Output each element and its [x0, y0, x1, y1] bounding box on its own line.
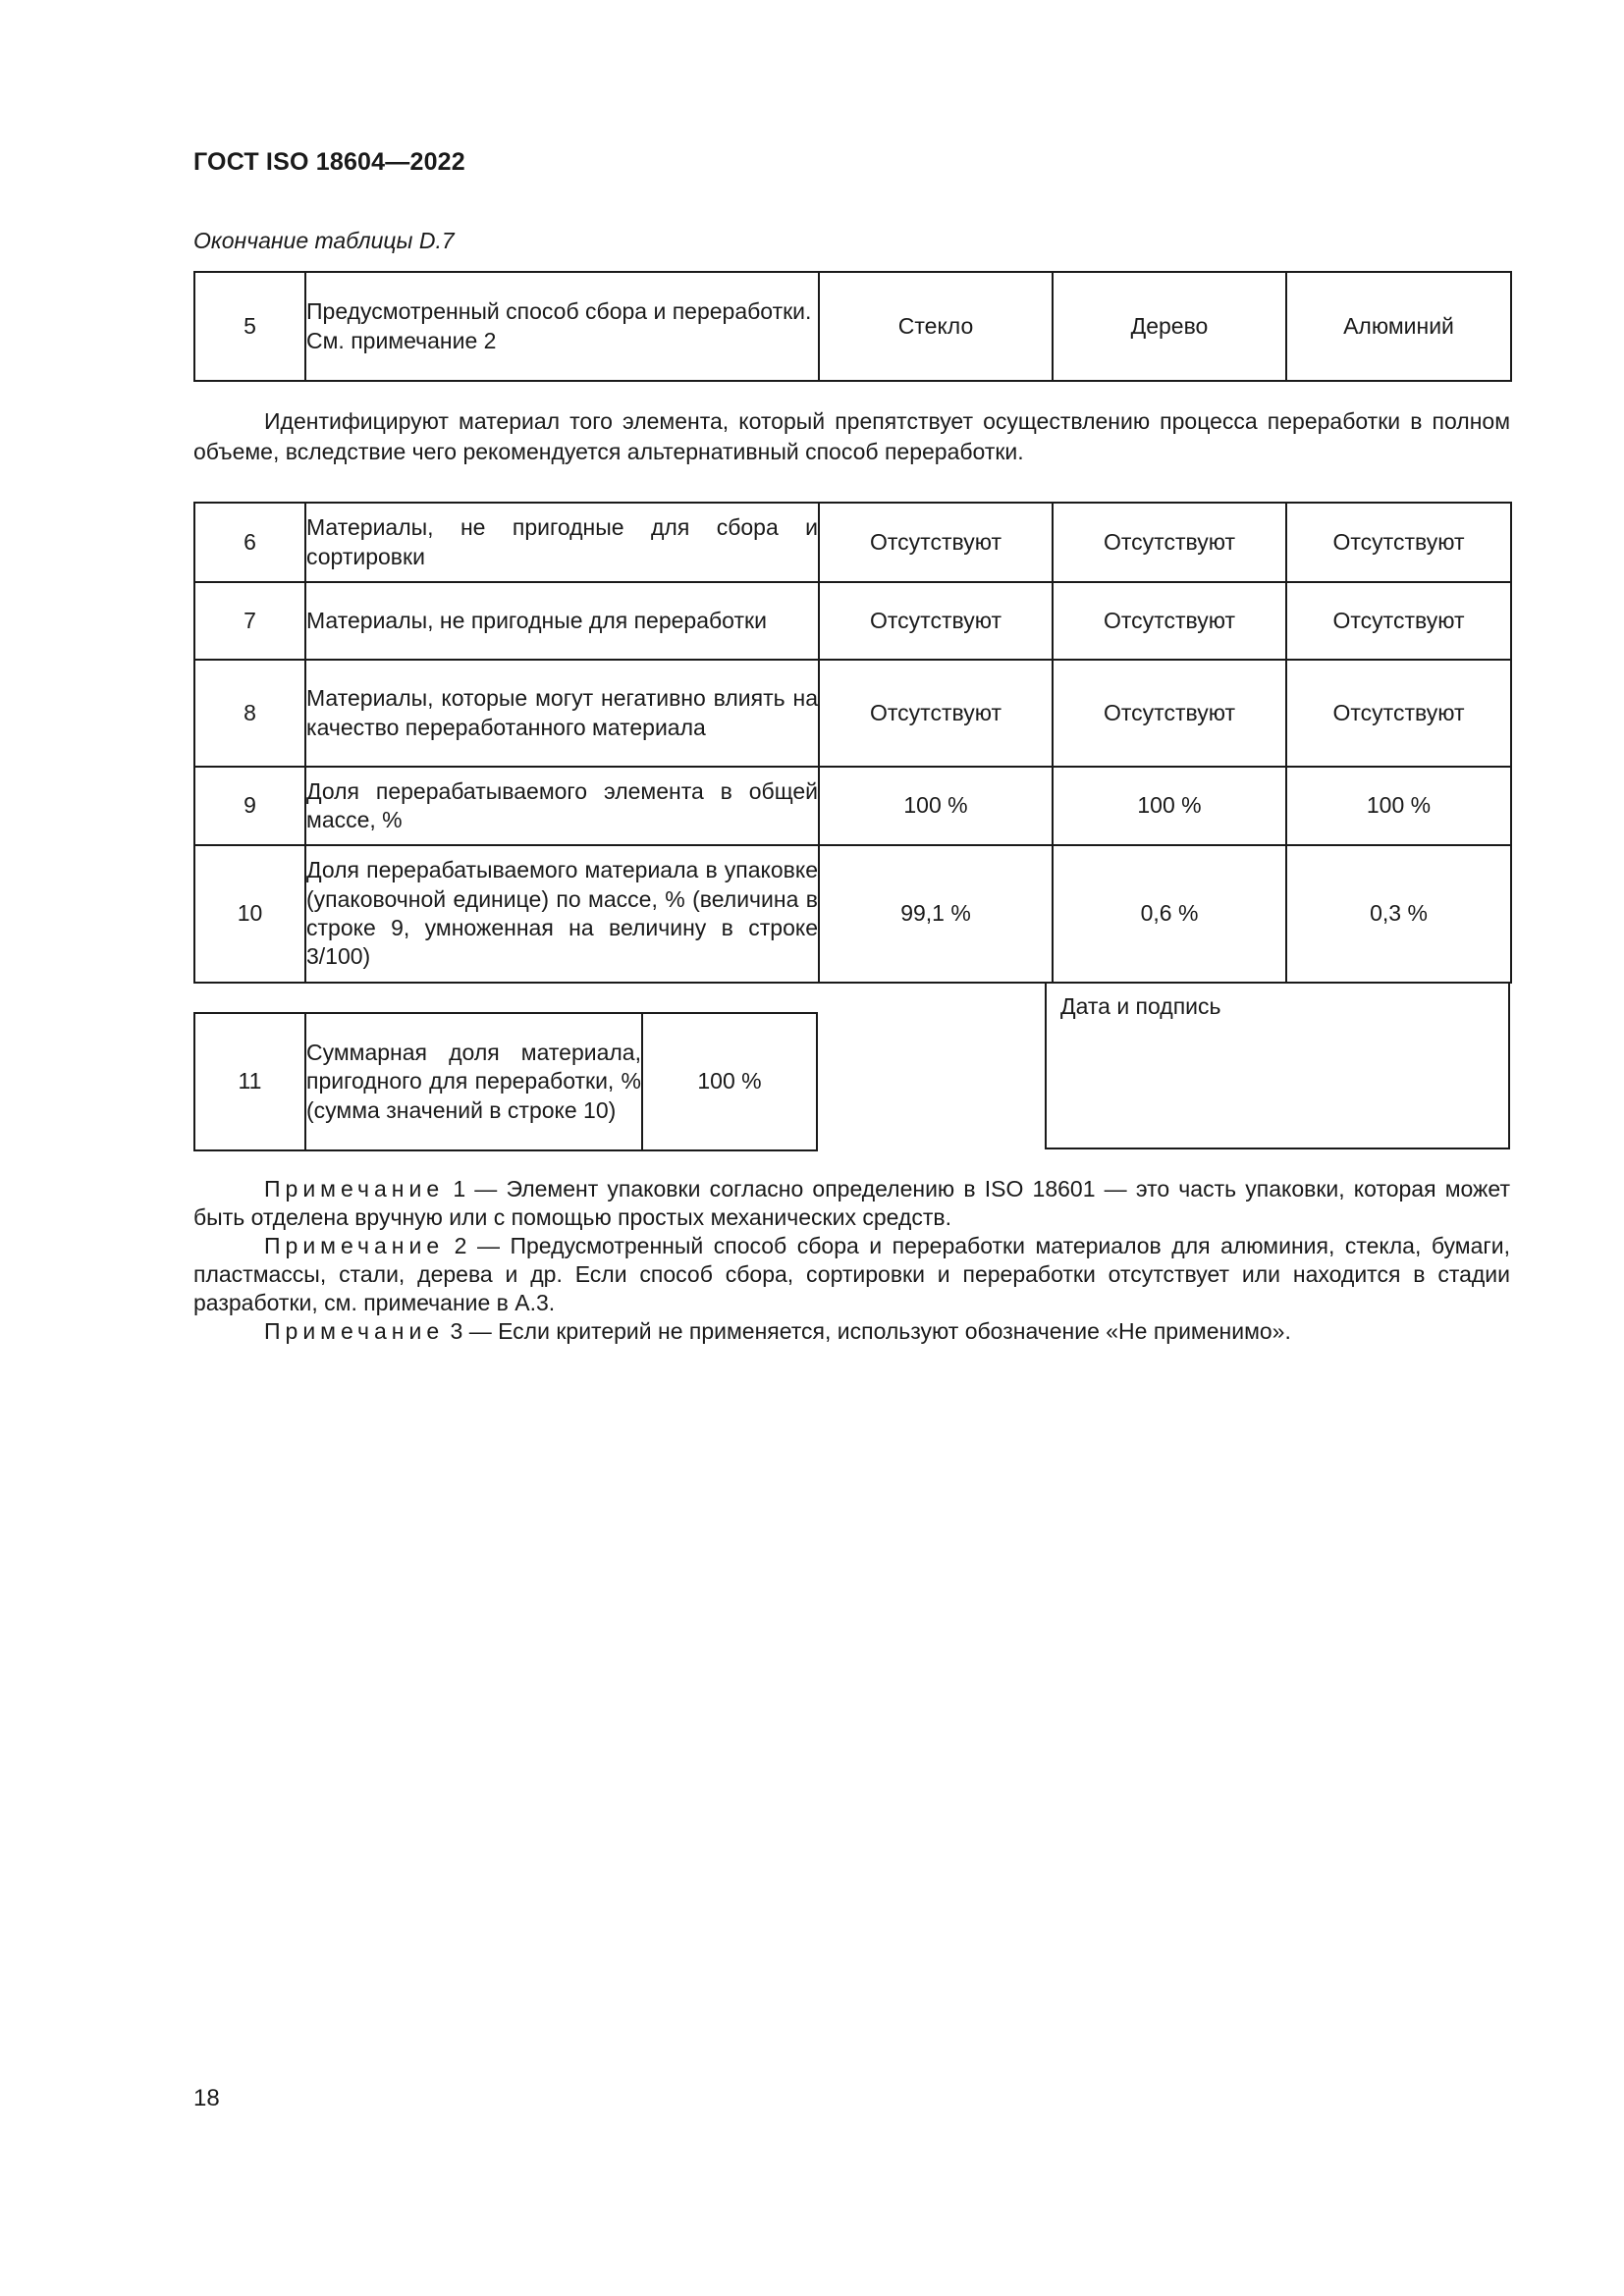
- row-number: 8: [194, 660, 305, 767]
- value-wood: Дерево: [1053, 272, 1286, 381]
- value-cell: 100 %: [1286, 767, 1511, 845]
- table-top: [193, 271, 1512, 382]
- table-row: [194, 1013, 817, 1150]
- signature-label: Дата и подпись: [1060, 993, 1221, 1019]
- row-number: 9: [194, 767, 305, 845]
- row-number: 10: [194, 845, 305, 983]
- table-row: [194, 845, 1511, 983]
- row-description-text: Предусмотренный способ сбора и переработки.: [306, 298, 812, 325]
- table-main: [193, 502, 1512, 984]
- value-cell: Отсутствуют: [1053, 582, 1286, 660]
- value-cell: 0,6 %: [1053, 845, 1286, 983]
- value-cell: Отсутствуют: [1286, 503, 1511, 582]
- value-cell: 0,3 %: [1286, 845, 1511, 983]
- table-row: [194, 582, 1511, 660]
- value-cell: Отсутствуют: [1286, 582, 1511, 660]
- value-cell: Отсутствуют: [1053, 503, 1286, 582]
- row-description-note: См. примечание 2: [306, 327, 497, 353]
- row-number: 7: [194, 582, 305, 660]
- value-aluminium: Алюминий: [1286, 272, 1511, 381]
- note-text: 1 — Элемент упаковки согласно определению в ISO 18601 — это часть упаковки, которая может быть отделена вручную или с помощью простых механических средств.: [193, 1176, 1510, 1230]
- row-description: Доля перерабатываемого элемента в общей массе, %: [305, 767, 819, 845]
- table-row: [194, 272, 1511, 381]
- row-description: Материалы, которые могут негативно влиять на качество переработанного материала: [305, 660, 819, 767]
- value-cell: Отсутствуют: [819, 503, 1053, 582]
- note-1: [193, 1175, 1510, 1232]
- value-cell: 99,1 %: [819, 845, 1053, 983]
- table-row: [194, 660, 1511, 767]
- row-number: 11: [194, 1013, 305, 1150]
- row-description: Доля перерабатываемого материала в упаковке (упаковочной единице) по массе, % (величина в строке 9, умноженная на величину в строке 3/100): [305, 845, 819, 983]
- table-row: [194, 767, 1511, 845]
- note-2: [193, 1232, 1510, 1317]
- document-header: ГОСТ ISO 18604—2022: [193, 148, 465, 176]
- note-3: [193, 1317, 1510, 1346]
- value-cell: 100 %: [819, 767, 1053, 845]
- table-row: [194, 503, 1511, 582]
- note-text: 3 — Если критерий не применяется, используют обозначение «Не применимо».: [450, 1318, 1291, 1344]
- value-cell: 100 %: [642, 1013, 817, 1150]
- table-caption: Окончание таблицы D.7: [193, 228, 455, 253]
- table-total: [193, 1012, 818, 1151]
- value-cell: 100 %: [1053, 767, 1286, 845]
- paragraph: [193, 406, 1510, 467]
- row-description: Материалы, не пригодные для переработки: [305, 582, 819, 660]
- page-number: 18: [193, 2085, 220, 2111]
- value-cell: Отсутствуют: [1053, 660, 1286, 767]
- paragraph-text: Идентифицируют материал того элемента, который препятствует осуществлению процесса переработки в полном объеме, вследствие чего рекомендуется альтернативный способ переработки.: [193, 408, 1510, 464]
- row-description: [305, 272, 819, 381]
- note-label: Примечание: [264, 1233, 445, 1258]
- value-glass: Стекло: [819, 272, 1053, 381]
- notes: [193, 1175, 1510, 1346]
- row-description: Материалы, не пригодные для сбора и сортировки: [305, 503, 819, 582]
- value-cell: Отсутствуют: [1286, 660, 1511, 767]
- value-cell: Отсутствуют: [819, 660, 1053, 767]
- row-description: Суммарная доля материала, пригодного для переработки, % (сумма значений в строке 10): [305, 1013, 642, 1150]
- note-text: 2 — Предусмотренный способ сбора и переработки материалов для алюминия, стекла, бумаги, пластмассы, стали, дерева и др. Если способ сбора, сортировки и переработки отсутствует или находится в стадии разработки, см. примечание в А.3.: [193, 1233, 1510, 1315]
- row-number: 6: [194, 503, 305, 582]
- note-label: Примечание: [264, 1176, 445, 1201]
- signature-box: [1045, 982, 1510, 1149]
- value-cell: Отсутствуют: [819, 582, 1053, 660]
- note-label: Примечание: [264, 1318, 445, 1344]
- row-number: 5: [194, 272, 305, 381]
